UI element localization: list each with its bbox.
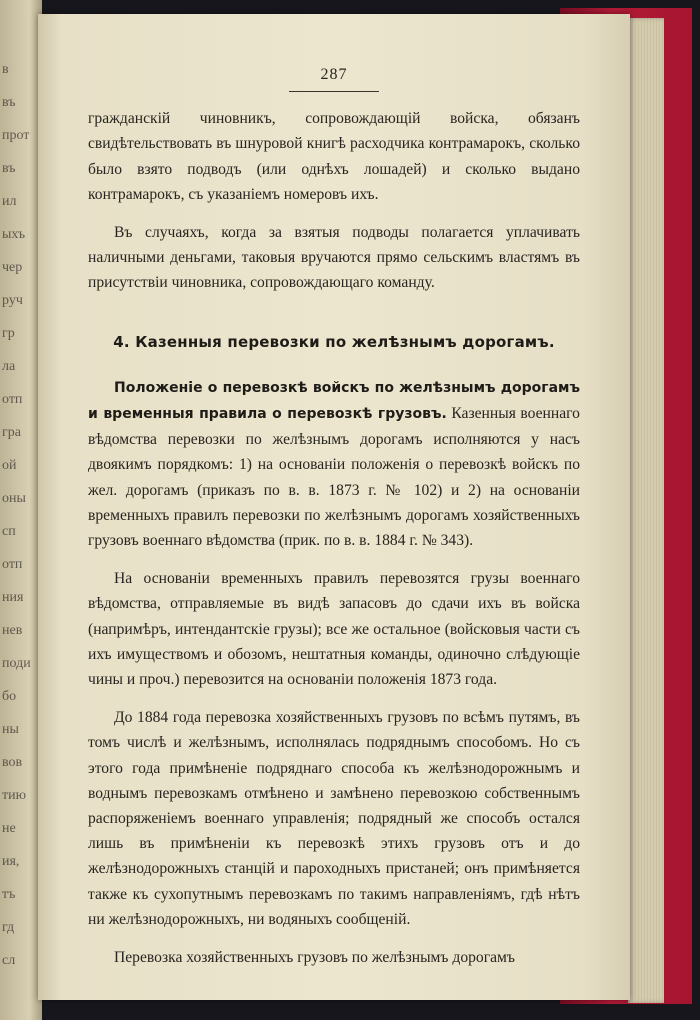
left-page-fragment: ыхъ bbox=[2, 227, 26, 242]
left-page-fragment: поди bbox=[2, 656, 31, 671]
paragraph: До 1884 года перевозка хозяйственныхъ грузовъ по всѣмъ путямъ, въ томъ числѣ и желѣзнымъ, исполнялась подряднымъ способомъ. Но съ этого года примѣненіе подряднаго способа къ желѣзнодорожнымъ и воднымъ перевозкамъ отмѣнено и замѣнено перевозкою собственнымъ распоряженіемъ военнаго управленія; подрядный же способъ остался лишь въ примѣненіи къ перевозкѣ этихъ грузовъ отъ и до желѣзнодорожныхъ станцій и пароходныхъ пристаней; онъ примѣняется также къ сухопутнымъ перевозкамъ по такимъ направленіямъ, гдѣ нѣтъ ни желѣзнодорожныхъ, ни водяныхъ сообщеній. bbox=[88, 709, 580, 928]
left-page-fragment: ния bbox=[2, 590, 24, 605]
lead-paragraph bbox=[88, 375, 580, 553]
left-page-fragment: ой bbox=[2, 458, 17, 473]
left-page-fragment: въ bbox=[2, 95, 16, 110]
left-page-fragment: бо bbox=[2, 689, 17, 704]
page-number: 287 bbox=[320, 66, 348, 83]
left-page-fragment: в bbox=[2, 62, 9, 77]
left-page-fragment: оны bbox=[2, 491, 26, 506]
left-page-fragment: ия, bbox=[2, 854, 20, 869]
left-page-fragment: ны bbox=[2, 722, 19, 737]
paragraph: Въ случаяхъ, когда за взятыя подводы полагается уплачивать наличными деньгами, таковыя вручаются прямо сельскимъ властямъ въ присутствіи чиновника, сопровождающаго команду. bbox=[88, 224, 580, 292]
left-page-fragment: отп bbox=[2, 392, 23, 407]
paragraph: Перевозка хозяйственныхъ грузовъ по желѣзнымъ дорогамъ bbox=[114, 949, 515, 967]
left-page-fragment: руч bbox=[2, 293, 23, 308]
page-content bbox=[88, 62, 580, 983]
paragraph: На основаніи временныхъ правилъ перевозятся грузы военнаго вѣдомства, отправляемые въ видѣ запасовъ до сдачи ихъ въ войска (напримѣръ, интендантскіе грузы); все же остальное (войсковыя части съ ихъ имуществомъ и обозомъ, нештатныя команды, одиночно слѣдующіе чины и проч.) перевозится на основаніи положенія 1873 года. bbox=[88, 570, 580, 689]
lead-text: Казенныя военнаго вѣдомства перевозки по желѣзнымъ дорогамъ исполняются у насъ двоякимъ порядкомъ: 1) на основаніи положенія о перевозкѣ войскъ по жел. дорогамъ (приказъ по в. в. 1873 г. № 102) и 2) на основаніи временныхъ правилъ перевозки по желѣзнымъ дорогамъ хозяйственныхъ грузовъ военнаго вѣдомства (прик. по в. в. 1884 г. № 343). bbox=[88, 405, 580, 550]
left-page-fragment: сл bbox=[2, 953, 16, 968]
left-page-fragment: сп bbox=[2, 524, 16, 539]
left-page-fragment: вов bbox=[2, 755, 23, 770]
section-heading: 4. Казенныя перевозки по желѣзнымъ дорогамъ. bbox=[113, 332, 555, 351]
left-page-fragment: чер bbox=[2, 260, 23, 275]
page-number-rule bbox=[289, 91, 379, 92]
left-page-fragment: въ bbox=[2, 161, 16, 176]
left-page-fragment: гр bbox=[2, 326, 15, 341]
paragraph: гражданскій чиновникъ, сопровождающій войска, обязанъ свидѣтельствовать въ шнуровой книгѣ расходчика контрамарокъ, сколько было взято подводъ (или однѣхъ лошадей) и сколько выдано контрамарокъ, съ указаніемъ номеровъ ихъ. bbox=[88, 110, 580, 203]
left-page-fragment: не bbox=[2, 821, 16, 836]
left-page-fragment: отп bbox=[2, 557, 23, 572]
left-page-fragment: тъ bbox=[2, 887, 16, 902]
left-page-fragment: ла bbox=[2, 359, 16, 374]
page-edges bbox=[628, 18, 664, 1003]
left-page-fragment: гра bbox=[2, 425, 21, 440]
left-page-fragment: тию bbox=[2, 788, 27, 803]
left-page-edge bbox=[0, 0, 42, 1020]
left-page-fragment: ил bbox=[2, 194, 17, 209]
book-page bbox=[38, 14, 630, 1000]
left-page-fragment: гд bbox=[2, 920, 15, 935]
lead-heading: Положеніе о перевозкѣ войскъ по желѣзнымъ дорогамъ и временныя правила о перевозкѣ грузовъ. bbox=[88, 379, 580, 423]
left-page-fragment: нев bbox=[2, 623, 23, 638]
left-page-fragment: прот bbox=[2, 128, 30, 143]
